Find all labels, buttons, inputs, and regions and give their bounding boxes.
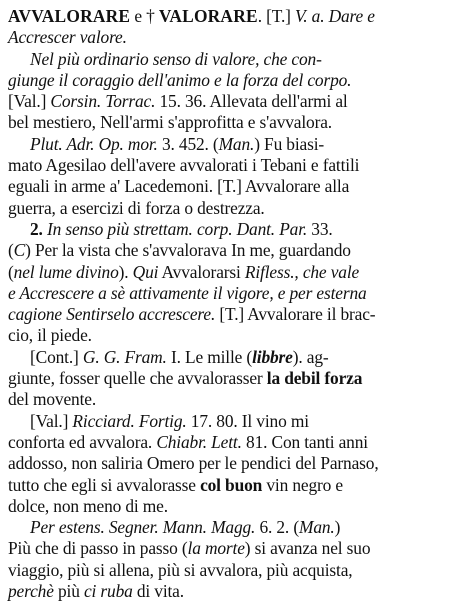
entry-line-24: dolce, non meno di me. [8, 495, 168, 516]
citation-source: G. G. Fram. [82, 346, 167, 367]
gloss: nel lume divino [13, 261, 119, 282]
citation-text: di vita. [132, 581, 184, 602]
citation-text-italic: ci ruba [83, 581, 133, 602]
citation-text: ) si avanza nel suo [244, 538, 371, 559]
emphasis: col buon [200, 474, 263, 495]
dictionary-entry-avvalorare [8, 6, 464, 602]
citation-text: [T.] Avvalorare il brac- [215, 304, 376, 325]
tommaseo-mark: . [T.] [257, 6, 296, 26]
citation-text: conforta ed avvalora. [8, 431, 157, 452]
entry-line-27: viaggio, più si allena, più si avvalora, più acquista, [8, 559, 353, 580]
sense-number: 2. [30, 218, 47, 239]
entry-line-15 [8, 304, 464, 325]
citation-tag: [Val.] [8, 91, 51, 112]
citation-source: Chiabr. Lett. [156, 431, 242, 452]
entry-line-8: mato Agesilao dell'avere avvalorati i Tebani e fattili [8, 155, 360, 176]
paren-close: ) [334, 517, 341, 538]
entry-line-9: eguali in arme a' Lacedemoni. [T.] Avvalorare alla [8, 176, 350, 197]
citation-text: 15. 36. Allevata dell'armi al [155, 91, 348, 112]
entry-line-3: Nel più ordinario senso di valore, che con- [30, 48, 322, 69]
citation-text: I. Le mille ( [166, 346, 253, 367]
entry-line-13 [8, 262, 464, 283]
gloss: libbre [252, 346, 293, 367]
entry-line-4: giunge il coraggio dell'animo e la forza del corpo. [8, 69, 352, 90]
entry-line-10: guerra, a esercizi di forza o destrezza. [8, 197, 265, 218]
citation-text: 81. Con tanti anni [241, 431, 368, 452]
citation-ref: 6. 2. ( [255, 517, 299, 538]
entry-line-26 [8, 538, 464, 559]
entry-line-12 [8, 240, 464, 261]
citation-source: Ricciard. Fortig. [72, 410, 187, 431]
sub-headword: Avvalorarsi [158, 261, 245, 282]
entry-line-21 [8, 432, 464, 453]
paren-close: ). [118, 261, 133, 282]
emphasis: la debil forza [266, 368, 363, 389]
paren-open: ( [8, 261, 14, 282]
gloss: la morte [187, 538, 245, 559]
citation-text: Più che di passo in passo ( [8, 538, 188, 559]
entry-line-25 [8, 517, 464, 538]
entry-line-19: del movente. [8, 389, 97, 410]
citation-tag: [Val.] [30, 410, 73, 431]
entry-line-1 [8, 6, 464, 27]
entry-line-22: addosso, non saliria Omero per le pendici del Parnaso, [8, 453, 379, 474]
entry-line-7 [8, 134, 464, 155]
citation-ref: 33. [307, 218, 333, 239]
entry-line-5 [8, 91, 464, 112]
headword-variant: VALORARE [158, 6, 258, 26]
grammar-and-definition: V. a. Dare e [295, 6, 375, 26]
citation-source: Per estens. Segner. Mann. Magg. [30, 517, 256, 538]
entry-line-28 [8, 581, 464, 602]
citation-source: Corsin. Torrac. [50, 91, 156, 112]
citation-edition: Man. [298, 517, 335, 538]
entry-line-20 [8, 411, 464, 432]
citation-ref: 3. 452. ( [157, 133, 219, 154]
entry-line-23 [8, 475, 464, 496]
citation-text: vin negro e [262, 474, 343, 495]
citation-text: 17. 80. Il vino mi [186, 410, 309, 431]
citation-tag: [Cont.] [30, 346, 83, 367]
entry-line-11 [8, 219, 464, 240]
headword: AVVALORARE [8, 6, 131, 26]
citation-edition: C [13, 240, 26, 261]
sense-definition: In senso più strettam. corp. Dant. Par. [46, 218, 308, 239]
citation-text: ) Per la vista che s'avvalorava In me, guardando [25, 240, 351, 261]
entry-line-14: e Accrescere a sè attivamente il vigore, e per esterna [8, 282, 367, 303]
entry-line-16: cio, il piede. [8, 325, 92, 346]
citation-text: giunte, fosser quelle che avvalorasser [8, 368, 267, 389]
entry-line-17 [8, 347, 464, 368]
entry-line-6: bel mestiero, Nell'armi s'approfitta e s'avvalora. [8, 112, 332, 133]
usage-note: Rifless., che vale [244, 261, 360, 282]
headword-connector: e † [130, 6, 159, 26]
citation-source: Plut. Adr. Op. mor. [30, 133, 158, 154]
citation-text: ). ag- [292, 346, 329, 367]
entry-line-18 [8, 368, 464, 389]
citation-text: ) Fu biasi- [254, 133, 325, 154]
usage-note: cagione Sentirselo accrescere. [8, 304, 216, 325]
citation-edition: Man. [218, 133, 255, 154]
paren-open: ( [8, 240, 14, 261]
citation-text-italic: perchè [8, 581, 54, 602]
entry-line-2: Accrescer valore. [8, 27, 127, 48]
usage-note: Qui [132, 261, 159, 282]
citation-text: tutto che egli si avvalorasse [8, 474, 201, 495]
citation-text: più [53, 581, 84, 602]
